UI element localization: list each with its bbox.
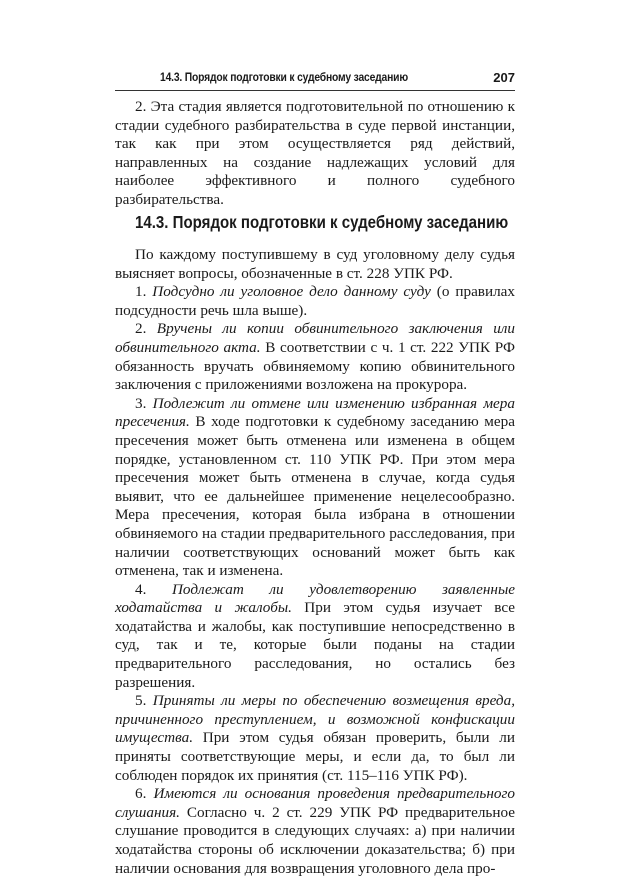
- item-question: Подлежат ли удовлетворению заявленные ходатайства и жалобы.: [115, 580, 515, 617]
- item-text: При этом судья обязан проверить, были ли приняты соответствующие меры, и если да, то был ли соблюден порядок их принятия (ст. 115–116 УПК РФ).: [115, 729, 515, 784]
- list-item: [115, 785, 515, 878]
- item-number: 4.: [135, 580, 147, 598]
- section-body: [115, 246, 515, 878]
- item-question: Подсудно ли уголовное дело данному суду: [152, 283, 431, 301]
- item-question: Вручены ли копии обвинительного заключения или обвинительного акта.: [115, 320, 516, 356]
- item-number: 3.: [135, 394, 147, 412]
- item-text: В соответствии с ч. 1 ст. 222 УПК РФ обязанность вручать обвиняемому копию обвинительного заключения с приложениями возложена на прокурора.: [115, 338, 515, 394]
- list-item: [115, 692, 515, 785]
- item-text: (о правилах подсудности речь шла выше).: [115, 283, 516, 319]
- list-item: [115, 395, 515, 581]
- header-rule: [115, 90, 515, 91]
- item-text: При этом судья изучает все ходатайства и жалобы, как поступившие непосредственно в суд, так и те, которые были поданы на стадии предварительного расследования, но остались без разрешения.: [115, 599, 515, 691]
- page-number: 207: [493, 70, 515, 85]
- running-title: 14.3. Порядок подготовки к судебному заседанию: [160, 70, 409, 84]
- intro-block: [115, 98, 515, 210]
- item-number: 5.: [135, 692, 147, 710]
- item-question: Подлежит ли отмене или изменению избранная мера пресечения.: [115, 394, 515, 431]
- intro-paragraph: 2. Эта стадия является подготовительной по отношению к стадии судебного разбирательства в суде первой инстанции, так как при этом осуществляется ряд действий, направленных на создание надлежащих условий для наиболее эффективного и полного судебного разбирательства.: [115, 98, 515, 208]
- list-item: [115, 320, 515, 394]
- item-number: 6.: [135, 785, 147, 803]
- item-question: Имеются ли основания проведения предварительного слушания.: [115, 785, 515, 821]
- list-item: [115, 581, 515, 693]
- list-item: [115, 283, 515, 320]
- item-text: Согласно ч. 2 ст. 229 УПК РФ предварительное слушание проводится в следующих случаях: а) при наличии ходатайства стороны об исключении доказательства; б) при наличии основания для возвращения уголовного дела про-: [115, 803, 515, 877]
- item-question: Приняты ли меры по обеспечению возмещения вреда, причиненного преступлением, и возможной конфискации имущества.: [115, 692, 516, 747]
- item-number: 1.: [135, 283, 147, 301]
- section-heading: 14.3. Порядок подготовки к судебному заседанию: [135, 212, 509, 232]
- item-number: 2.: [135, 320, 147, 338]
- item-text: В ходе подготовки к судебному заседанию мера пресечения может быть отменена или изменена в общем порядке, установленном ст. 110 УПК РФ. При этом мера пресечения может быть отменена в случае, когда судья выявит, что ее дальнейшее применение нецелесообразно. Мера пресечения, которая была избрана в отношении обвиняемого на стадии предварительного расследования, при наличии соответствующих оснований может быть как отменена, так и изменена.: [115, 413, 515, 580]
- lead-paragraph: По каждому поступившему в суд уголовному делу судья выясняет вопросы, обозначенные в ст. 228 УПК РФ.: [115, 246, 515, 282]
- running-header: [115, 70, 515, 90]
